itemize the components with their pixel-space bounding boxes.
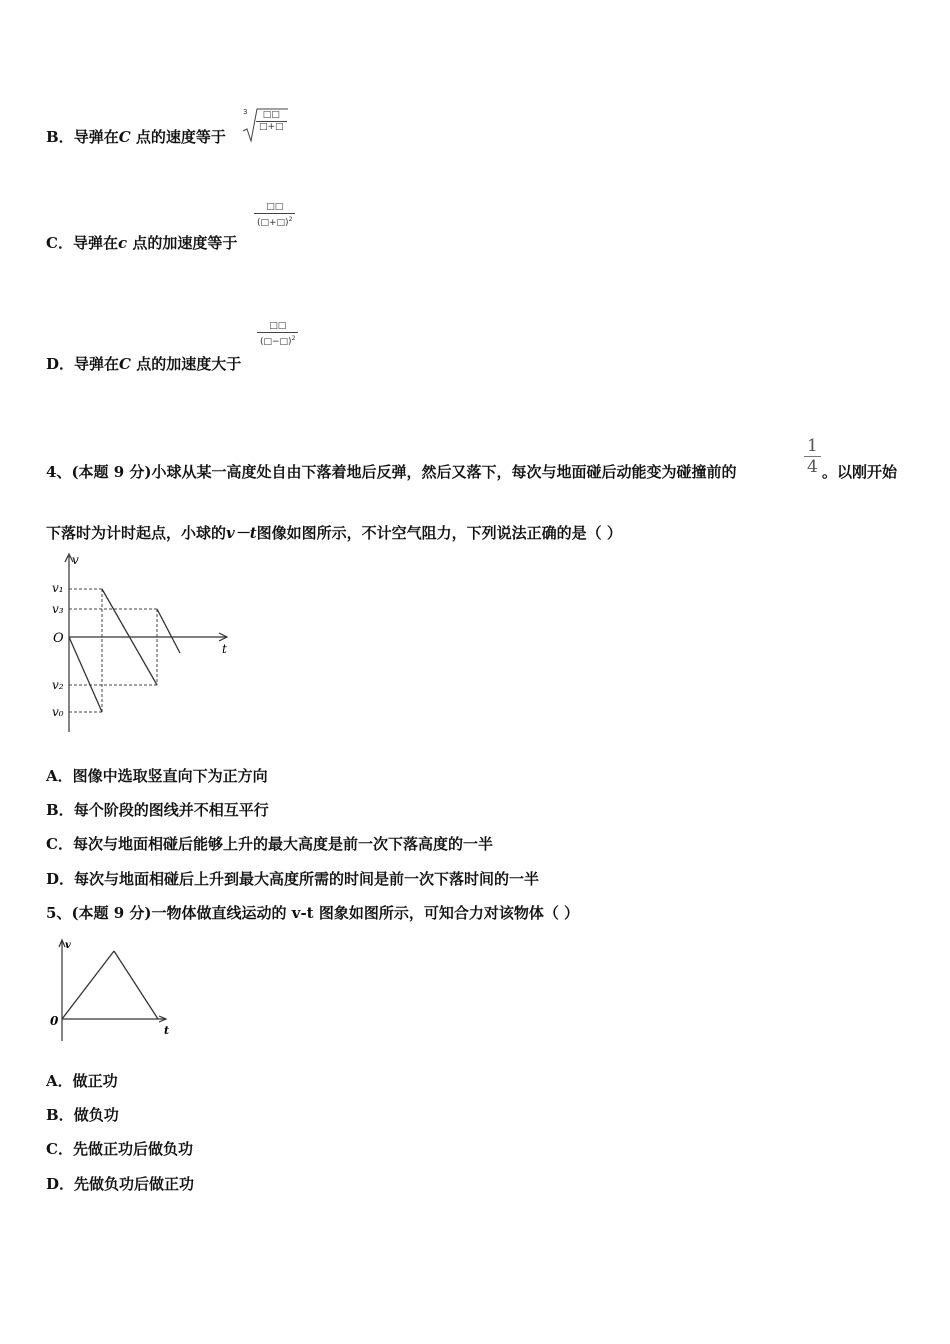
q4-stem-line1-end: 。以刚开始 bbox=[822, 463, 898, 481]
segment-rise bbox=[62, 951, 114, 1019]
vt-line bbox=[69, 589, 180, 712]
t-axis-label: t bbox=[222, 642, 227, 656]
segment-fall bbox=[114, 951, 158, 1019]
graph-axes bbox=[59, 940, 166, 1041]
q3-option-d: D．导弹在C 点的加速度大于 bbox=[46, 355, 242, 373]
q5-option-b: B．做负功 bbox=[46, 1106, 119, 1124]
q4-one-quarter-fraction: $\frac{1}{4}$ bbox=[804, 436, 821, 477]
q4-stem-line1: 4、(本题 9 分)小球从某一高度处自由下落着地后反弹，然后又落下，每次与地面碰后动能变为碰撞前的 bbox=[46, 463, 737, 481]
q5-stem: 5、(本题 9 分)一物体做直线运动的 v-t 图象如图所示，可知合力对该物体（ ） bbox=[46, 904, 580, 922]
q5-vt-graph bbox=[46, 935, 176, 1045]
segment-fall-1 bbox=[69, 637, 102, 712]
q4-option-d: D．每次与地面相碰后上升到最大高度所需的时间是前一次下落时间的一半 bbox=[46, 870, 540, 888]
q5-option-c: C．先做正功后做负功 bbox=[46, 1140, 193, 1158]
v1-label: v₁ bbox=[52, 581, 64, 595]
v3-label: v₃ bbox=[52, 602, 64, 616]
q4-option-b: B．每个阶段的图线并不相互平行 bbox=[46, 801, 269, 819]
q3-option-b-fraction: □□ □+□ bbox=[256, 110, 287, 133]
q3-option-b-radical: 3 □□ □+□ bbox=[240, 105, 290, 145]
origin-label: 0 bbox=[50, 1014, 59, 1028]
q4-option-c: C．每次与地面相碰后能够上升的最大高度是前一次下落高度的一半 bbox=[46, 835, 493, 853]
q5-option-d: D．先做负功后做正功 bbox=[46, 1175, 195, 1193]
graph-axes bbox=[65, 554, 227, 732]
q3-option-c-fraction: □□ (□+□)$^2$ bbox=[254, 202, 295, 229]
origin-label: O bbox=[53, 631, 64, 646]
q3-option-d-fraction: □□ (□−□)$^2$ bbox=[257, 321, 298, 348]
t-axis-label: t bbox=[164, 1024, 170, 1037]
q3-option-c: C．导弹在c 点的加速度等于 bbox=[46, 234, 238, 252]
segment-bounce-2 bbox=[157, 609, 180, 653]
q5-option-a: A．做正功 bbox=[46, 1072, 118, 1090]
v-axis-label: v bbox=[65, 940, 71, 951]
q4-vt-graph bbox=[46, 550, 246, 740]
vt-line bbox=[62, 951, 158, 1019]
v0-label: v₀ bbox=[52, 705, 64, 719]
q4-stem-line2: 下落时为计时起点，小球的v－t图像如图所示，不计空气阻力，下列说法正确的是（ ） bbox=[46, 524, 622, 542]
v-axis-label: v bbox=[72, 553, 79, 567]
q3-option-b: B．导弹在C 点的速度等于 bbox=[46, 128, 226, 146]
v2-label: v₂ bbox=[52, 678, 64, 692]
q4-option-a: A．图像中选取竖直向下为正方向 bbox=[46, 767, 268, 785]
